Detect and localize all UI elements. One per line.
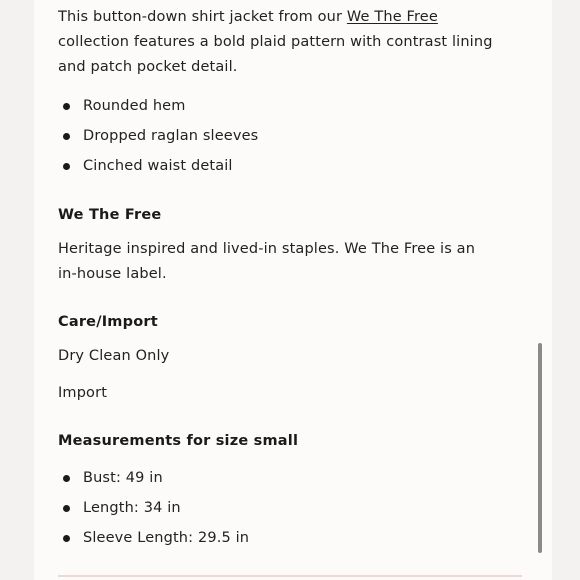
description-paragraph	[58, 5, 498, 80]
brand-heading: We The Free	[58, 207, 162, 223]
description-text-end: collection features a bold plaid pattern with contrast lining and patch pocket detail.	[58, 34, 493, 75]
list-item: Sleeve Length: 29.5 in	[58, 523, 249, 553]
list-item: Cinched waist detail	[58, 151, 258, 181]
care-heading: Care/Import	[58, 314, 158, 330]
feature-list	[58, 91, 258, 181]
list-item: Rounded hem	[58, 91, 258, 121]
brand-description: Heritage inspired and lived-in staples. We The Free is an in-house label.	[58, 241, 476, 282]
import-info: Import	[58, 385, 108, 401]
list-item: Bust: 49 in	[58, 463, 249, 493]
measurements-heading: Measurements for size small	[58, 433, 299, 449]
product-details-panel	[34, 0, 552, 580]
list-item: Length: 34 in	[58, 493, 249, 523]
measurements-list	[58, 463, 249, 553]
vertical-scrollbar[interactable]	[538, 343, 542, 553]
section-divider	[58, 575, 522, 577]
description-text-start: This button-down shirt jacket from our	[58, 9, 347, 25]
care-instruction: Dry Clean Only	[58, 348, 170, 364]
brand-collection-link[interactable]: We The Free	[346, 9, 438, 25]
list-item: Dropped raglan sleeves	[58, 121, 258, 151]
